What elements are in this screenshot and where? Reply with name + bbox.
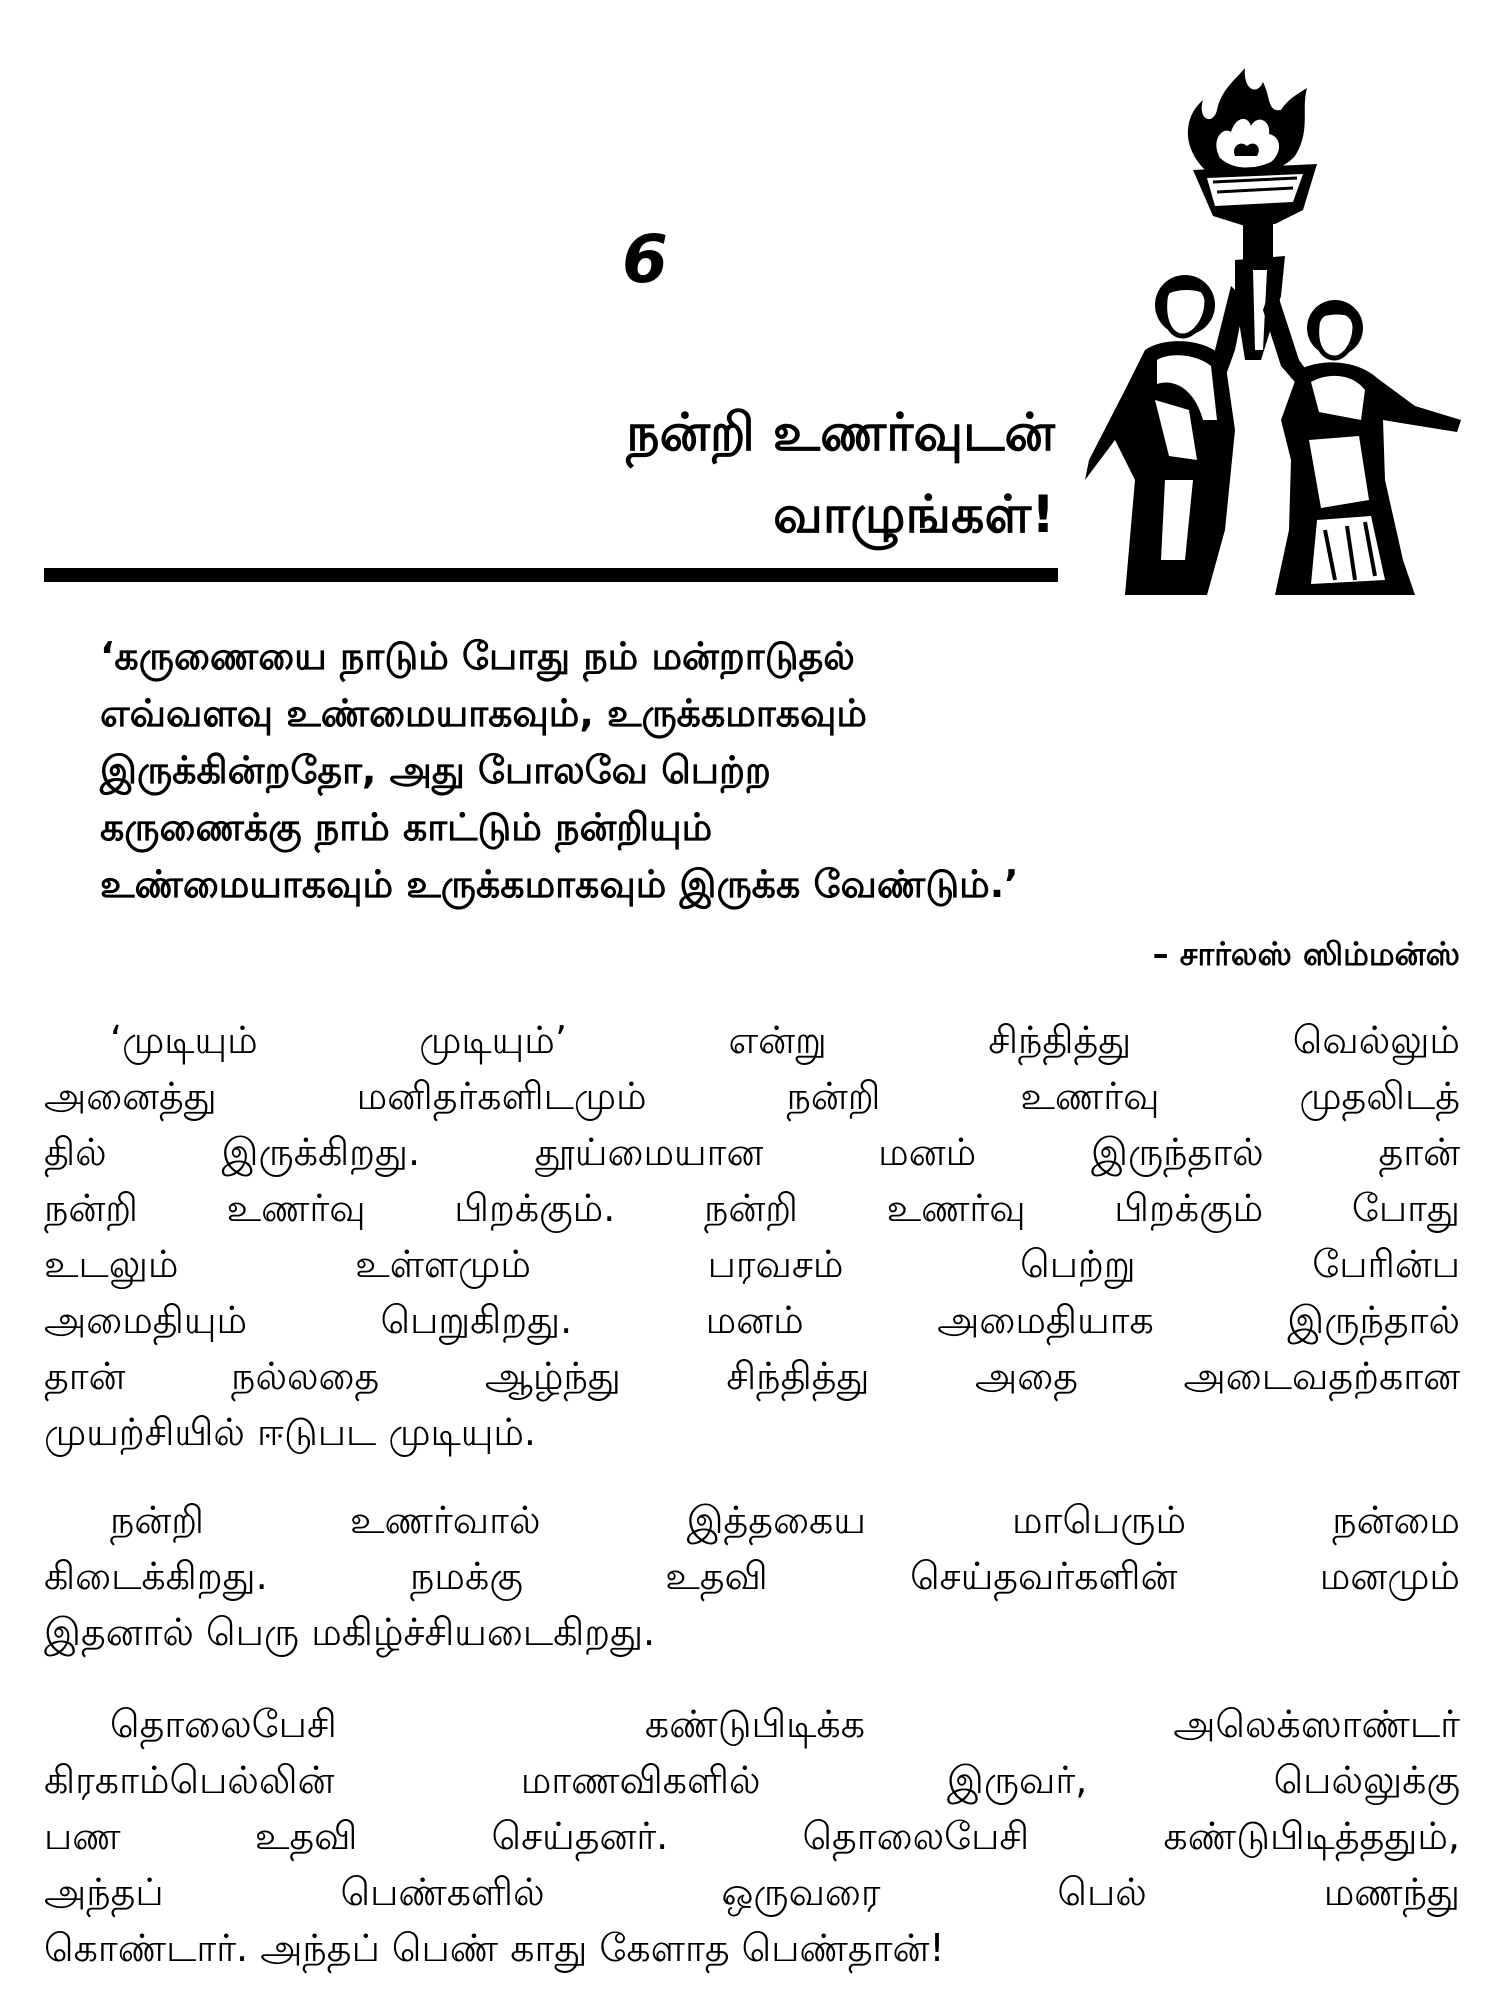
paragraph-line: இதனால் பெரு மகிழ்ச்சியடைகிறது. [44,1610,656,1654]
paragraph-line: அனைத்து மனிதர்களிடமும் நன்றி உணர்வு முதலிடத் [44,1074,1460,1118]
quote-attribution: – சார்லஸ் ஸிம்மன்ஸ் [1152,935,1460,973]
chapter-title-line: நன்றி உணர்வுடன் [626,403,1055,463]
paragraph-line: தான் நல்லதை ஆழ்ந்து சிந்தித்து அதை அடைவதற்கான [44,1354,1460,1398]
paragraph-line: கிரகாம்பெல்லின் மாணவிகளில் இருவர், பெல்லுக்கு [44,1758,1460,1802]
paragraph-line: அந்தப் பெண்களில் ஒருவரை பெல் மணந்து [44,1870,1460,1914]
quote-line: உண்மையாகவும் உருக்கமாகவும் இருக்க வேண்டும்.’ [100,862,1019,906]
paragraph-line: நன்றி உணர்வால் இத்தகைய மாபெரும் நன்மை [110,1498,1460,1542]
chapter-number: 6 [622,221,668,298]
quote-line: இருக்கின்றதோ, அது போலவே பெற்ற [100,748,771,792]
chapter-title [355,392,1055,556]
paragraph-line: பண உதவி செய்தனர். தொலைபேசி கண்டுபிடித்ததும், [44,1814,1460,1858]
paragraph-line: உடலும் உள்ளமும் பரவசம் பெற்று பேரின்ப [44,1242,1460,1286]
body-paragraph [44,1696,1460,1976]
quote-line: கருணைக்கு நாம் காட்டும் நன்றியும் [100,805,713,849]
paragraph-line: ‘முடியும் முடியும்’ என்று சிந்தித்து வெல்லும் [110,1018,1460,1062]
paragraph-line: நன்றி உணர்வு பிறக்கும். நன்றி உணர்வு பிறக்கும் போது [44,1186,1460,1230]
torch-bearers-illustration [1085,60,1465,595]
paragraph-line: கிடைக்கிறது. நமக்கு உதவி செய்தவர்களின் மனமும் [44,1554,1460,1598]
chapter-title-line: வாழுங்கள்! [773,485,1055,545]
paragraph-line: தொலைபேசி கண்டுபிடிக்க அலெக்ஸாண்டர் [110,1702,1460,1746]
body-paragraph [44,1492,1460,1660]
epigraph-quote [100,628,1420,913]
quote-line: ‘கருணையை நாடும் போது நம் மன்றாடுதல் [100,634,855,678]
paragraph-line: கொண்டார். அந்தப் பெண் காது கேளாத பெண்தான்! [44,1926,945,1970]
title-underline-rule [44,568,1058,582]
quote-line: எவ்வளவு உண்மையாகவும், உருக்கமாகவும் [100,691,867,735]
paragraph-line: அமைதியும் பெறுகிறது. மனம் அமைதியாக இருந்தால் [44,1298,1460,1342]
torch-flame-icon [1188,68,1307,177]
body-paragraph [44,1012,1460,1460]
paragraph-line: தில் இருக்கிறது. தூய்மையான மனம் இருந்தால் தான் [44,1130,1460,1174]
paragraph-line: முயற்சியில் ஈடுபட முடியும். [44,1410,537,1454]
